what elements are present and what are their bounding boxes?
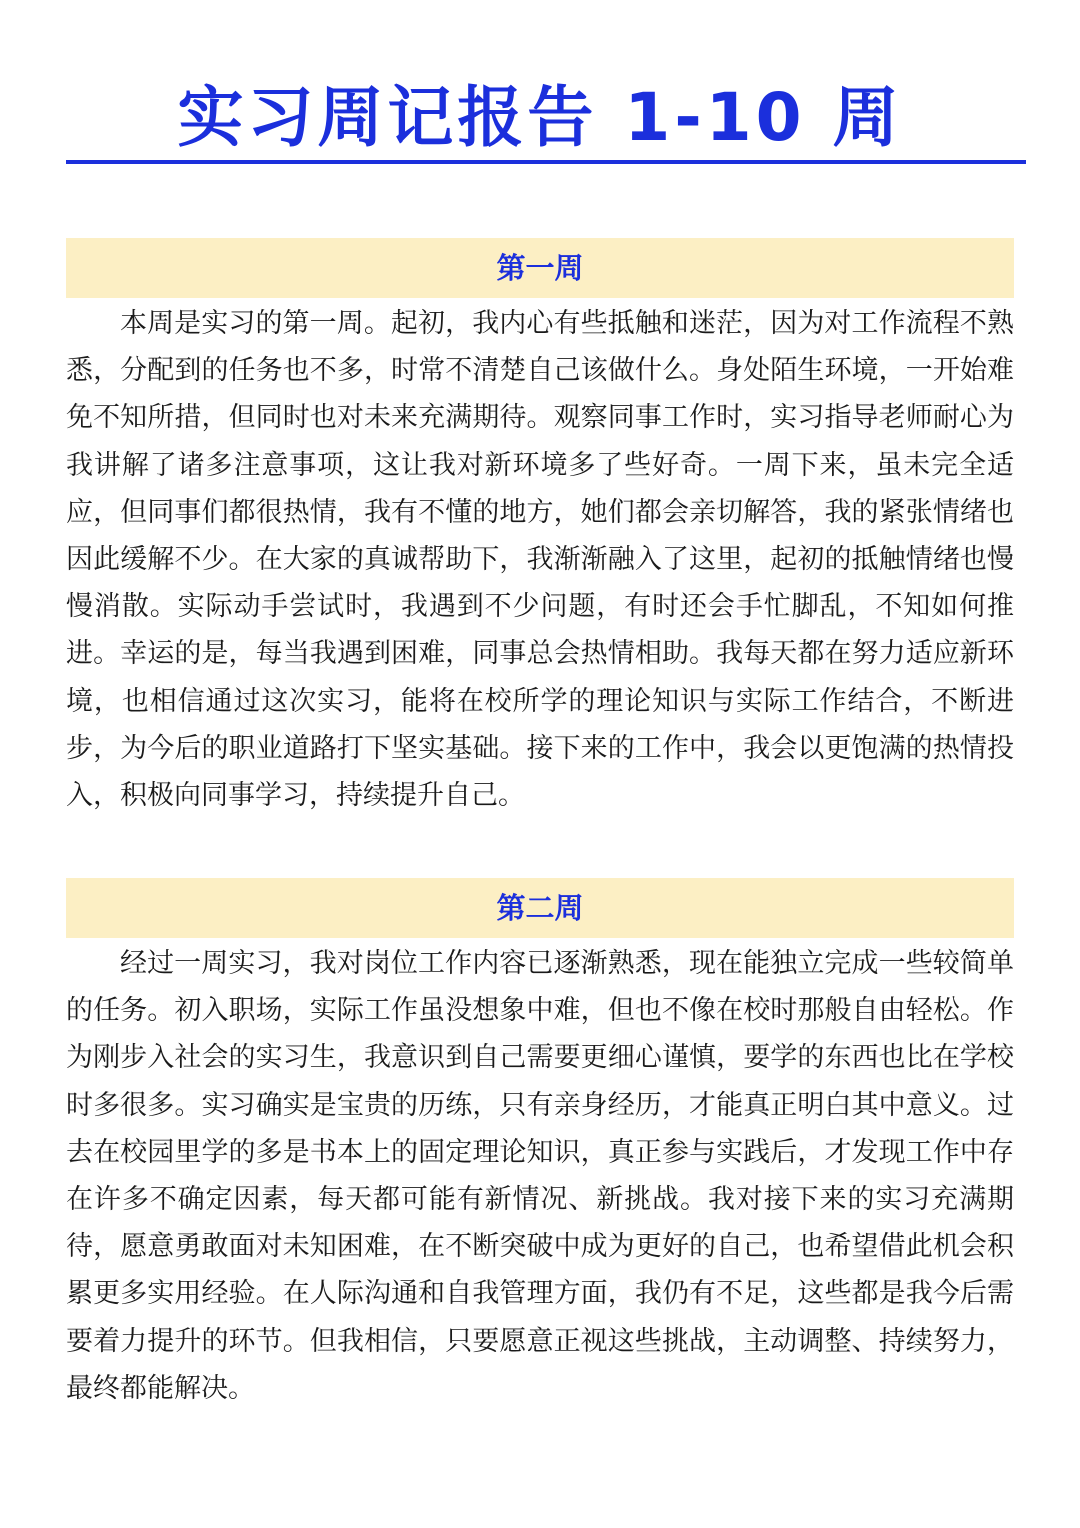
week-2-heading: 第二周: [66, 878, 1014, 938]
week-1-body: 本周是实习的第一周。起初，我内心有些抵触和迷茫，因为对工作流程不熟悉，分配到的任务也不多，时常不清楚自己该做什么。身处陌生环境，一开始难免不知所措，但同时也对未来充满期待。观察同事工作时，实习指导老师耐心为我讲解了诸多注意事项，这让我对新环境多了些好奇。一周下来，虽未完全适应，但同事们都很热情，我有不懂的地方，她们都会亲切解答，我的紧张情绪也因此缓解不少。在大家的真诚帮助下，我渐渐融入了这里，起初的抵触情绪也慢慢消散。实际动手尝试时，我遇到不少问题，有时还会手忙脚乱，不知如何推进。幸运的是，每当我遇到困难，同事总会热情相助。我每天都在努力适应新环境，也相信通过这次实习，能将在校所学的理论知识与实际工作结合，不断进步，为今后的职业道路打下坚实基础。接下来的工作中，我会以更饱满的热情投入，积极向同事学习，持续提升自己。: [66, 308, 1014, 812]
week-2-body: 经过一周实习，我对岗位工作内容已逐渐熟悉，现在能独立完成一些较简单的任务。初入职场，实际工作虽没想象中难，但也不像在校时那般自由轻松。作为刚步入社会的实习生，我意识到自己需要更细心谨慎，要学的东西也比在学校时多很多。实习确实是宝贵的历练，只有亲身经历，才能真正明白其中意义。过去在校园里学的多是书本上的固定理论知识，真正参与实践后，才发现工作中存在许多不确定因素，每天都可能有新情况、新挑战。我对接下来的实习充满期待，愿意勇敢面对未知困难，在不断突破中成为更好的自己，也希望借此机会积累更多实用经验。在人际沟通和自我管理方面，我仍有不足，这些都是我今后需要着力提升的环节。但我相信，只要愿意正视这些挑战，主动调整、持续努力，最终都能解决。: [66, 948, 1014, 1404]
week-2-section: [66, 878, 1014, 1412]
title-divider: [66, 160, 1026, 164]
page-title: 实习周记报告 1-10 周: [177, 79, 903, 156]
week-1-heading: 第一周: [66, 238, 1014, 298]
week-1-section: [66, 238, 1014, 819]
